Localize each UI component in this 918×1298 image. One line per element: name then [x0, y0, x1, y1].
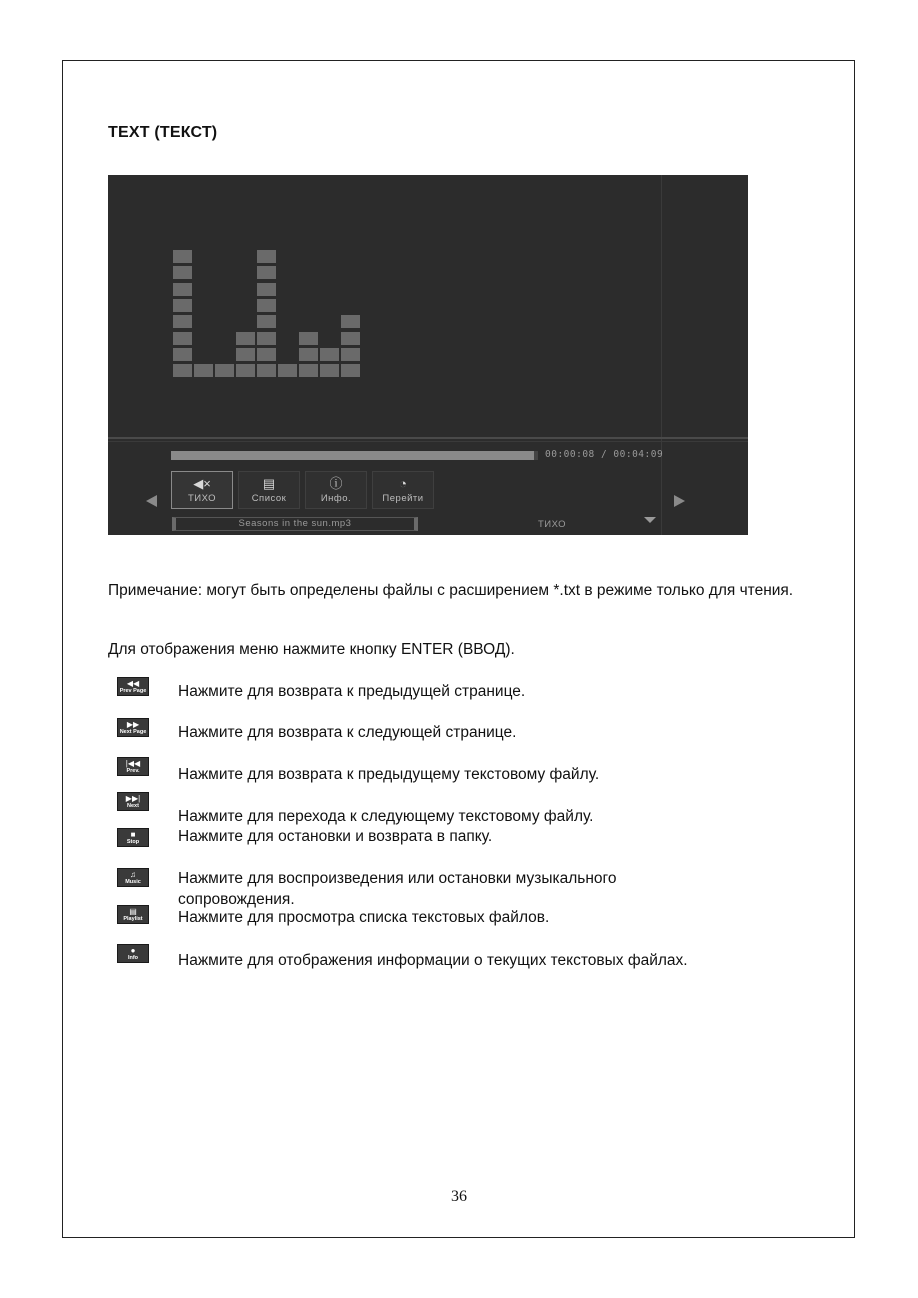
equalizer-cell	[173, 315, 192, 328]
page-number: 36	[451, 1188, 467, 1205]
equalizer-cell	[236, 364, 255, 377]
next-file-key-icon	[117, 792, 149, 811]
equalizer-cell	[299, 364, 318, 377]
divider	[661, 175, 662, 535]
equalizer-cell	[278, 364, 297, 377]
stop-key-text: Stop	[126, 839, 140, 845]
stop-key-icon	[117, 828, 149, 847]
equalizer-cell	[341, 332, 360, 345]
next-file-key-text: Next	[127, 803, 139, 809]
tv-screenshot	[108, 175, 748, 535]
prev-page-key-icon	[117, 677, 149, 696]
equalizer-cell	[341, 364, 360, 377]
enter-instruction: Для отображения меню нажмите кнопку ENTER (ВВОД).	[108, 641, 515, 658]
mute-status: ТИХО	[538, 519, 567, 530]
equalizer-cell	[194, 364, 213, 377]
equalizer-cell	[236, 332, 255, 345]
next-page-key-text: Next Page	[119, 729, 147, 735]
equalizer-cell	[173, 332, 192, 345]
info-glyph: ●	[130, 946, 136, 955]
playlist-desc: Нажмите для просмотра списка текстовых файлов.	[178, 909, 550, 926]
prev-file-key-text: Prev.	[126, 768, 140, 774]
progress-fill	[171, 451, 534, 460]
stop-glyph: ■	[130, 830, 136, 839]
progress-bar[interactable]	[171, 451, 538, 460]
equalizer-cell	[341, 315, 360, 328]
equalizer-cell	[257, 332, 276, 345]
next-page-desc: Нажмите для возврата к следующей странице.	[178, 724, 517, 741]
equalizer-cell	[257, 283, 276, 296]
music-key-text: Music	[125, 879, 141, 885]
clock-icon: ◔	[399, 476, 407, 491]
time-readout: 00:00:08 / 00:04:09	[545, 449, 664, 460]
equalizer-cell	[299, 348, 318, 361]
playlist-key-icon	[117, 905, 149, 924]
prev-file-desc: Нажмите для возврата к предыдущему текстовому файлу.	[178, 766, 600, 783]
prev-page-glyph: ◀◀	[126, 679, 140, 688]
music-desc: Нажмите для воспроизведения или остановки музыкального сопровождения.	[178, 870, 617, 908]
prev-file-glyph: |◀◀	[125, 759, 141, 768]
info-key-text: Info	[127, 955, 139, 961]
next-file-glyph: ▶▶|	[125, 794, 141, 803]
next-file-desc: Нажмите для перехода к следующему текстовому файлу.	[178, 808, 594, 825]
playlist-key-text: Playlist	[123, 916, 143, 922]
info-icon: ⓘ	[329, 476, 343, 491]
info-label: Инфо.	[320, 493, 352, 504]
equalizer-cell	[341, 348, 360, 361]
equalizer-cell	[215, 364, 234, 377]
equalizer-cell	[257, 266, 276, 279]
equalizer-cell	[173, 266, 192, 279]
equalizer-cell	[173, 299, 192, 312]
stop-desc: Нажмите для остановки и возврата в папку.	[178, 828, 493, 845]
mute-icon: ◀×	[193, 476, 211, 491]
goto-button[interactable]	[372, 471, 434, 509]
equalizer-cell	[320, 348, 339, 361]
next-page-glyph: ▶▶	[126, 720, 140, 729]
section-title: TEXT (ТЕКСТ)	[108, 124, 218, 141]
equalizer-cell	[257, 315, 276, 328]
filename-display: Seasons in the sun.mp3	[172, 517, 418, 531]
note-text: Примечание: могут быть определены файлы с расширением *.txt в режиме только для чтения.	[108, 582, 794, 599]
list-label: Список	[251, 493, 287, 504]
scroll-right-icon[interactable]	[674, 495, 685, 507]
control-bar	[171, 471, 434, 509]
next-page-key-icon	[117, 718, 149, 737]
music-glyph: ♫	[130, 870, 136, 879]
equalizer-cell	[257, 250, 276, 263]
prev-page-key-text: Prev Page	[119, 688, 147, 694]
prev-page-desc: Нажмите для возврата к предыдущей странице.	[178, 683, 526, 700]
info-desc: Нажмите для отображения информации о текущих текстовых файлах.	[178, 952, 688, 969]
equalizer-cell	[320, 364, 339, 377]
equalizer-cell	[173, 283, 192, 296]
divider	[108, 437, 748, 439]
prev-file-key-icon	[117, 757, 149, 776]
equalizer-visualizer	[173, 250, 388, 382]
chevron-down-icon[interactable]	[644, 517, 656, 523]
info-button[interactable]	[305, 471, 367, 509]
info-key-icon	[117, 944, 149, 963]
goto-label: Перейти	[382, 493, 424, 504]
equalizer-cell	[173, 364, 192, 377]
equalizer-cell	[173, 250, 192, 263]
music-key-icon	[117, 868, 149, 887]
mute-label: ТИХО	[187, 493, 217, 504]
list-button[interactable]	[238, 471, 300, 509]
playlist-glyph: ▤	[129, 907, 137, 916]
equalizer-cell	[257, 348, 276, 361]
equalizer-cell	[257, 299, 276, 312]
list-icon: ▤	[262, 476, 276, 491]
mute-button[interactable]	[171, 471, 233, 509]
equalizer-cell	[173, 348, 192, 361]
equalizer-cell	[299, 332, 318, 345]
equalizer-cell	[257, 364, 276, 377]
equalizer-cell	[236, 348, 255, 361]
scroll-left-icon[interactable]	[146, 495, 157, 507]
divider	[108, 441, 748, 442]
